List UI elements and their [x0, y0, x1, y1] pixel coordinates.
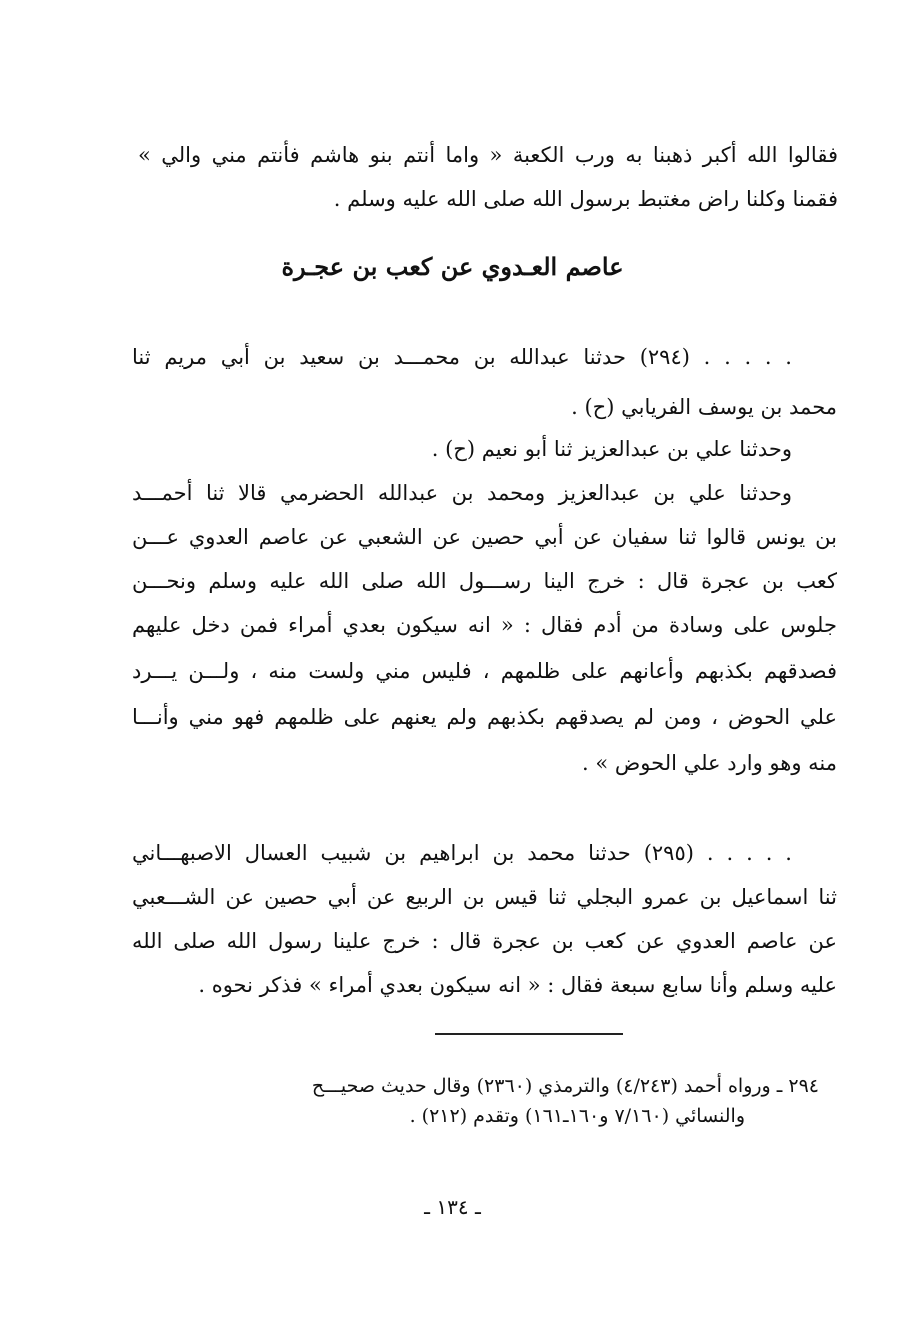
hadith-294-line: وحدثنا علي بن عبدالعزيز ومحمد بن عبدالله الحضرمي قالا ثنا أحمـــد [132, 481, 792, 505]
hadith-295-line: عن عاصم العدوي عن كعب بن عجرة قال : خرج علينا رسول الله صلى الله [132, 929, 837, 953]
text-line: فقمنا وكلنا راض مغتبط برسول الله صلى الله عليه وسلم . [333, 187, 838, 211]
hadith-295-line: عليه وسلم وأنا سابع سبعة فقال : « انه سيكون بعدي أمراء » فذكر نحوه . [198, 973, 837, 997]
hadith-294-line: فصدقهم بكذبهم وأعانهم على ظلمهم ، فليس مني ولست منه ، ولـــن يـــرد [132, 659, 837, 683]
hadith-295-line: . . . . . (٢٩٥) حدثنا محمد بن ابراهيم بن شبيب العسال الاصبهـــاني [132, 841, 792, 865]
hadith-294-line: جلوس على وسادة من أدم فقال : « انه سيكون بعدي أمراء فمن دخل عليهم [132, 613, 837, 637]
footnote-line: والنسائي (٧/١٦٠ و١٦٠ـ١٦١) وتقدم (٢١٢) . [409, 1105, 745, 1127]
footnote-line: ٢٩٤ ـ ورواه أحمد (٤/٢٤٣) والترمذي (٢٣٦٠) وقال حديث صحيـــح [311, 1075, 819, 1097]
hadith-294-line: بن يونس قالوا ثنا سفيان عن أبي حصين عن الشعبي عن عاصم العدوي عـــن [132, 525, 837, 549]
hadith-295-line: ثنا اسماعيل بن عمرو البجلي ثنا قيس بن الربيع عن أبي حصين عن الشـــعبي [132, 885, 837, 909]
hadith-294-line: منه وهو وارد علي الحوض » . [582, 751, 837, 775]
hadith-294-line: كعب بن عجرة قال : خرج الينا رســـول الله صلى الله عليه وسلم ونحـــن [132, 569, 837, 593]
hadith-294-line: علي الحوض ، ومن لم يصدقهم بكذبهم ولم يعنهم على ظلمهم فهو مني وأنـــا [132, 705, 837, 729]
hadith-294-line: محمد بن يوسف الفريابي (ح) . [571, 395, 837, 419]
page-number: ـ ١٣٤ ـ [424, 1195, 481, 1219]
text-line: فقالوا الله أكبر ذهبنا به ورب الكعبة « واما أنتم بنو هاشم فأنتم مني والي » [138, 143, 838, 167]
hadith-294-line: وحدثنا علي بن عبدالعزيز ثنا أبو نعيم (ح) . [431, 437, 792, 461]
footnote-divider [435, 1033, 623, 1035]
section-title: عاصم العـدوي عن كعب بن عجـرة [281, 252, 624, 281]
hadith-294-line: . . . . . (٢٩٤) حدثنا عبدالله بن محمـــد بن سعيد بن أبي مريم ثنا [132, 345, 792, 369]
